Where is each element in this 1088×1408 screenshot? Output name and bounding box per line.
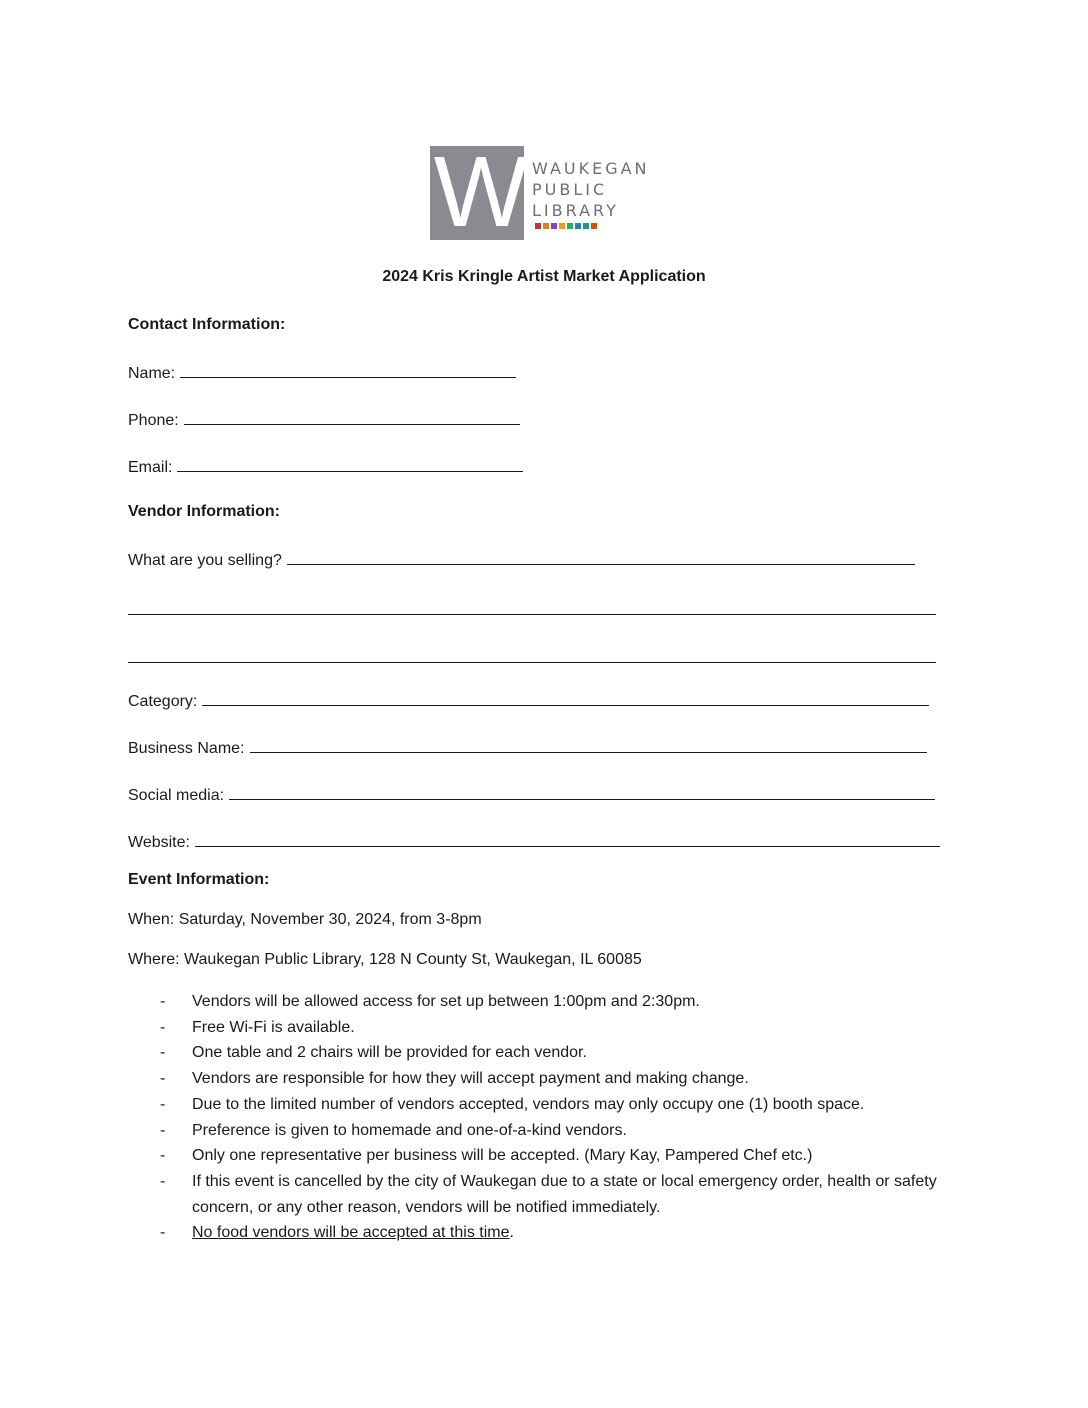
logo-mark [430, 146, 524, 240]
selling-field-line-2[interactable] [128, 614, 936, 615]
event-rules-list [128, 989, 968, 1246]
phone-field[interactable] [184, 410, 520, 425]
list-item: - If this event is cancelled by the city of Waukegan due to a state or local emergency order, health or safety concern, or any other reason, vendors will be notified immediately. [160, 1172, 937, 1216]
business-name-field[interactable] [250, 738, 927, 753]
logo-color-squares [535, 223, 599, 231]
event-heading: Event Information: [128, 871, 270, 888]
list-item: - Due to the limited number of vendors accepted, vendors may only occupy one (1) booth space. [160, 1095, 865, 1113]
logo-wordmark [532, 158, 650, 221]
social-media-field[interactable] [229, 785, 935, 800]
phone-label: Phone: [128, 412, 179, 429]
email-label: Email: [128, 459, 173, 476]
logo-color-square [583, 223, 589, 229]
selling-row [128, 550, 915, 570]
logo-letter: W [433, 146, 521, 240]
name-label: Name: [128, 365, 176, 382]
social-media-label: Social media: [128, 787, 225, 804]
phone-row [128, 410, 520, 430]
social-row [128, 785, 935, 805]
selling-field[interactable] [287, 550, 915, 565]
library-logo [430, 146, 670, 242]
category-field[interactable] [202, 691, 929, 706]
vendor-heading: Vendor Information: [128, 503, 280, 520]
event-when: When: Saturday, November 30, 2024, from 3-8pm [128, 911, 482, 928]
logo-color-square [591, 223, 597, 229]
website-label: Website: [128, 834, 190, 851]
list-item: - Free Wi-Fi is available. [160, 1018, 355, 1036]
list-item: - One table and 2 chairs will be provided for each vendor. [160, 1044, 587, 1062]
business-row [128, 738, 927, 758]
logo-color-square [551, 223, 557, 229]
email-row [128, 457, 523, 477]
list-item: - Vendors will be allowed access for set up between 1:00pm and 2:30pm. [160, 993, 700, 1010]
logo-color-square [535, 223, 541, 229]
list-item: - Preference is given to homemade and one-of-a-kind vendors. [160, 1121, 627, 1139]
logo-word: PUBLIC [532, 180, 608, 199]
logo-color-square [559, 223, 565, 229]
selling-field-line-3[interactable] [128, 662, 936, 663]
logo-color-square [567, 223, 573, 229]
logo-color-square [575, 223, 581, 229]
name-row [128, 363, 516, 383]
contact-heading: Contact Information: [128, 316, 286, 333]
business-name-label: Business Name: [128, 740, 245, 757]
selling-label: What are you selling? [128, 552, 282, 569]
website-field[interactable] [195, 832, 940, 847]
name-field[interactable] [180, 363, 516, 378]
logo-word: LIBRARY [532, 201, 619, 220]
list-item: - Vendors are responsible for how they will accept payment and making change. [160, 1070, 749, 1088]
logo-color-square [543, 223, 549, 229]
logo-word: WAUKEGAN [532, 159, 650, 178]
category-row [128, 691, 929, 711]
list-item: - Only one representative per business will be accepted. (Mary Kay, Pampered Chef etc.) [160, 1147, 813, 1165]
event-where: Where: Waukegan Public Library, 128 N County St, Waukegan, IL 60085 [128, 951, 642, 968]
email-field[interactable] [177, 457, 523, 472]
page-title: 2024 Kris Kringle Artist Market Application [382, 268, 706, 285]
list-item: - No food vendors will be accepted at this time. [160, 1224, 514, 1242]
category-label: Category: [128, 693, 198, 710]
website-row [128, 832, 940, 852]
no-food-notice: No food vendors will be accepted at this time [192, 1224, 510, 1242]
